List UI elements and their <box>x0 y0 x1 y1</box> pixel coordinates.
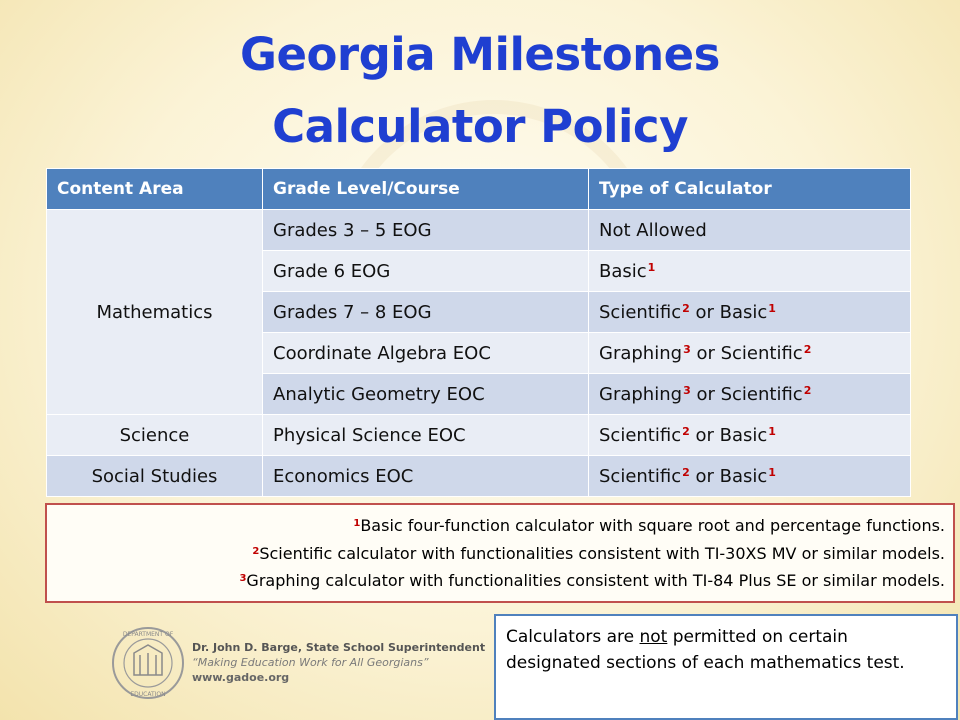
calculator-type-text: Basic <box>599 260 647 282</box>
calculator-type-text: or Basic <box>689 424 768 446</box>
calculator-type-text: or Basic <box>689 301 768 323</box>
footer-url: www.gadoe.org <box>192 671 290 684</box>
calculator-type-cell <box>589 251 911 292</box>
table-header-row <box>47 169 911 210</box>
calculator-type-cell <box>589 210 911 251</box>
footnote-line <box>47 539 945 567</box>
footnote-line <box>47 566 945 594</box>
footnote-line <box>47 511 945 539</box>
page-title-line-1: Georgia Milestones <box>240 28 720 81</box>
calculator-type-cell <box>589 333 911 374</box>
footer-motto: “Making Education Work for All Georgians” <box>192 656 429 669</box>
callout-emphasis-not: not <box>639 627 668 647</box>
calculator-type-cell <box>589 456 911 497</box>
footnote-marker: 1 <box>647 260 656 274</box>
calculator-type-text: or Scientific <box>690 383 803 405</box>
grade-level-cell: Analytic Geometry EOC <box>263 374 589 415</box>
footnote-marker: 1 <box>768 301 776 315</box>
calculator-type-text: Graphing <box>599 383 683 405</box>
calculator-policy-table <box>46 168 911 497</box>
footnote-text: Basic four-function calculator with square root and percentage functions. <box>360 516 945 535</box>
calculator-type-text: or Basic <box>689 465 768 487</box>
table-body <box>47 210 911 497</box>
callout-text-start: Calculators are <box>506 627 640 647</box>
table-row <box>47 415 911 456</box>
footer-credits <box>192 640 485 685</box>
footnote-number: 2 <box>252 545 260 557</box>
seal-text-top: DEPARTMENT OF <box>122 631 174 638</box>
calculator-type-text: Not Allowed <box>599 219 707 241</box>
content-area-mathematics: Mathematics <box>47 210 263 415</box>
calculator-type-text: Scientific <box>599 301 682 323</box>
page-title-line-2: Calculator Policy <box>272 100 688 153</box>
footnote-marker: 2 <box>803 342 812 356</box>
grade-level-cell: Grade 6 EOG <box>263 251 589 292</box>
calculator-type-text: Scientific <box>599 424 682 446</box>
footnote-number: 1 <box>353 518 361 529</box>
footnote-marker: 2 <box>803 383 812 397</box>
footnotes-box <box>45 503 955 603</box>
footnote-marker: 1 <box>768 465 776 479</box>
grade-level-cell: Physical Science EOC <box>263 415 589 456</box>
table-row <box>47 456 911 497</box>
footnote-text: Scientific calculator with functionalities consistent with TI-30XS MV or similar models. <box>259 543 945 563</box>
footer-superintendent: Dr. John D. Barge, State School Superintendent <box>192 641 486 654</box>
calculator-type-text: Graphing <box>599 342 683 364</box>
footnote-text: Graphing calculator with functionalities consistent with TI-84 Plus SE or similar models. <box>246 571 945 590</box>
content-area-cell: Science <box>47 415 263 456</box>
department-of-education-seal <box>110 625 186 701</box>
calculator-restriction-callout <box>494 614 958 720</box>
footnote-marker: 1 <box>768 424 776 438</box>
grade-level-cell: Grades 3 – 5 EOG <box>263 210 589 251</box>
calculator-type-cell <box>589 292 911 333</box>
footnote-number: 3 <box>239 573 247 584</box>
footnote-marker: 2 <box>682 424 690 438</box>
footnote-marker: 3 <box>683 383 691 397</box>
header-grade-level: Grade Level/Course <box>263 169 589 210</box>
grade-level-cell: Economics EOC <box>263 456 589 497</box>
calculator-type-cell <box>589 374 911 415</box>
footnote-marker: 3 <box>683 342 691 356</box>
calculator-type-cell <box>589 415 911 456</box>
footnote-marker: 2 <box>682 465 690 479</box>
calculator-type-text: or Scientific <box>690 342 803 364</box>
seal-text-bottom: EDUCATION <box>130 691 166 698</box>
footnote-marker: 2 <box>682 301 690 315</box>
grade-level-cell: Grades 7 – 8 EOG <box>263 292 589 333</box>
calculator-type-text: Scientific <box>599 465 682 487</box>
content-area-cell: Social Studies <box>47 456 263 497</box>
callout-text-end: permitted on certain designated sections of each mathematics test. <box>506 627 905 673</box>
grade-level-cell: Coordinate Algebra EOC <box>263 333 589 374</box>
header-calculator-type: Type of Calculator <box>589 169 911 210</box>
table-row <box>47 210 911 251</box>
header-content-area: Content Area <box>47 169 263 210</box>
